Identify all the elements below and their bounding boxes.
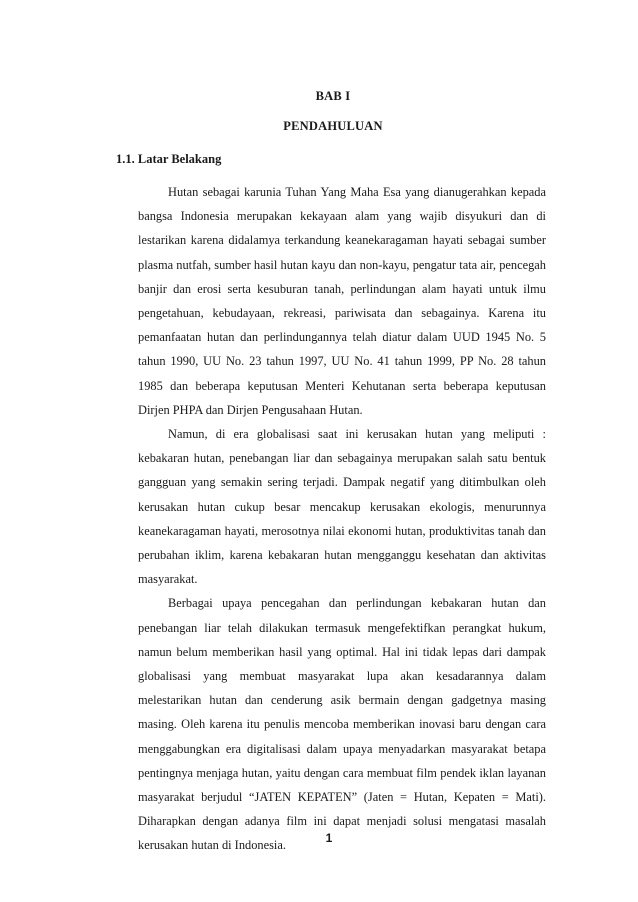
section-heading: 1.1. Latar Belakang: [116, 152, 222, 166]
paragraph-3: Berbagai upaya pencegahan dan perlindungan kebakaran hutan dan penebangan liar telah dilakukan termasuk mengefektifkan perangkat hukum, namun belum memberikan hasil yang optimal. Hal ini tidak lepas dari dampak globalisasi yang membuat masyarakat lupa akan kesadarannya dalam melestarikan hutan dan cenderung asik bermain dengan gadgetnya masing masing. Oleh karena itu penulis mencoba memberikan inovasi baru dengan cara menggabungkan era digitalisasi dalam upaya menyadarkan masyarakat betapa pentingnya menjaga hutan, yaitu dengan cara membuat film pendek iklan layanan masyarakat berjudul “JATEN KEPATEN” (Jaten = Hutan, Kepaten = Mati). Diharapkan dengan adanya film ini dapat menjadi solusi mengatasi masalah kerusakan hutan di Indonesia.: [138, 596, 546, 853]
body-text: [138, 180, 546, 858]
page-number: 1: [325, 831, 333, 845]
chapter-title: PENDAHULUAN: [283, 119, 383, 133]
paragraph-2: Namun, di era globalisasi saat ini kerusakan hutan yang meliputi : kebakaran hutan, penebangan liar dan sebagainya merupakan salah satu bentuk gangguan yang semakin sering terjadi. Dampak negatif yang ditimbulkan oleh kerusakan hutan cukup besar mencakup kerusakan ekologis, menurunnya keanekaragaman hayati, merosotnya nilai ekonomi hutan, produktivitas tanah dan perubahan iklim, karena kebakaran hutan mengganggu kesehatan dan aktivitas masyarakat.: [138, 427, 546, 587]
paragraph-1: Hutan sebagai karunia Tuhan Yang Maha Esa yang dianugerahkan kepada bangsa Indonesia merupakan kekayaan alam yang wajib disyukuri dan di lestarikan karena didalamya terkandung keanekaragaman hayati sebagai sumber plasma nutfah, sumber hasil hutan kayu dan non-kayu, pengatur tata air, pencegah banjir dan erosi serta kesuburan tanah, perlindungan alam hayati untuk ilmu pengetahuan, kebudayaan, rekreasi, pariwisata dan sebagainya. Karena itu pemanfaatan hutan dan perlindungannya telah diatur dalam UUD 1945 No. 5 tahun 1990, UU No. 23 tahun 1997, UU No. 41 tahun 1999, PP No. 28 tahun 1985 dan beberapa keputusan Menteri Kehutanan serta beberapa keputusan Dirjen PHPA dan Dirjen Pengusahaan Hutan.: [138, 185, 546, 417]
chapter-number: BAB I: [315, 89, 351, 103]
